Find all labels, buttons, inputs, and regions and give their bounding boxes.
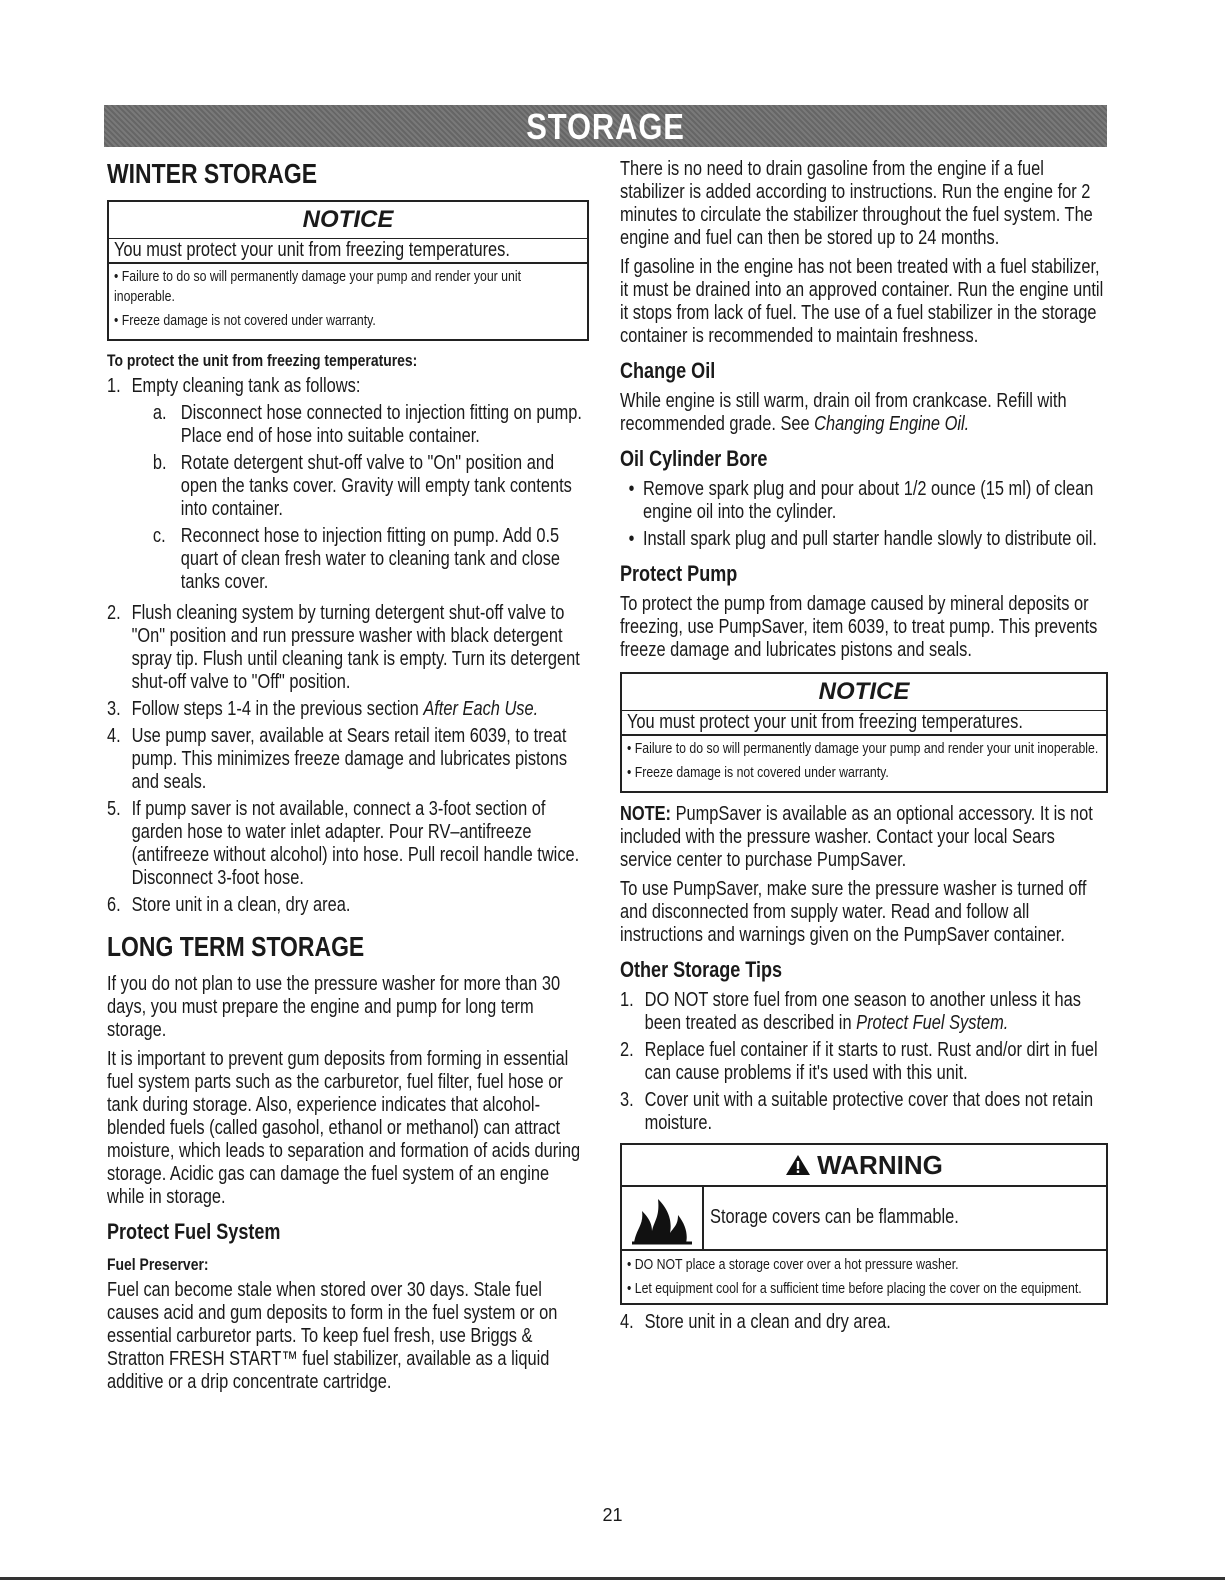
tip-item: 3. Cover unit with a suitable protective cover that does not retain moisture. — [620, 1089, 1094, 1134]
step-item: 6. Store unit in a clean, dry area. — [107, 894, 351, 916]
bullet-item: • Remove spark plug and pour about 1/2 ounce (15 ml) of clean engine oil into the cylinder. — [628, 478, 1094, 523]
protect-pump-heading: Protect Pump — [620, 561, 738, 586]
other-tips-heading: Other Storage Tips — [620, 957, 783, 982]
long-term-storage-heading: LONG TERM STORAGE — [107, 931, 365, 962]
notice-title: NOTICE — [622, 674, 1106, 711]
drain-paragraph: If gasoline in the engine has not been treated with a fuel stabilizer, it must be drained into an approved container. Run the engine until it stops from lack of fuel. The use of a fuel stabilizer in the storage container is recommended to maintain freshness. — [620, 256, 1104, 347]
step-item: 5. If pump saver is not available, connect a 3-foot section of garden hose to water inlet adapter. Pour RV–antifreeze (antifreeze without alcohol) into hose. Pull recoil handle twice. Disconnect 3-foot hose. — [107, 798, 580, 889]
fire-hazard-icon — [622, 1187, 704, 1249]
warning-item: • Let equipment cool for a sufficient time before placing the cover on the equipment. — [627, 1280, 1082, 1297]
warning-triangle-icon — [785, 1154, 811, 1176]
long-term-paragraph: If you do not plan to use the pressure washer for more than 30 days, you must prepare the engine and pump for long term storage. — [107, 973, 561, 1041]
use-pumpsaver-paragraph: To use PumpSaver, make sure the pressure washer is turned off and disconnected from supply water. Read and follow all instructions and warnings given on the PumpSaver container. — [620, 878, 1087, 946]
warning-box — [620, 1143, 1108, 1305]
step-item: 2. Flush cleaning system by turning detergent shut-off valve to "On" position and run pressure washer with black detergent spray tip. Flush until cleaning tank is empty. Turn its detergent shut-off valve to "Off" position. — [107, 602, 580, 693]
step-item: 3. Follow steps 1-4 in the previous section After Each Use. — [107, 698, 539, 720]
notice-item: • Freeze damage is not covered under warranty. — [627, 764, 889, 781]
step-item: 1. Empty cleaning tank as follows: a. Disconnect hose connected to injection fitting on pump. Place end of hose into suitable container. b. Rotate detergent shut-off valve to "On" position and open the tanks cover. Gravity will empty tank contents into container. c. Reconnect hose to injection fitting on pump. Add 0.5 quart of clean fresh water to cleaning tank and close tanks cover. — [107, 375, 589, 598]
notice-message: You must protect your unit from freezing temperatures. — [622, 711, 1106, 736]
notice-item: • Failure to do so will permanently damage your pump and render your unit inoperable. — [627, 740, 1099, 757]
substep-item: c. Reconnect hose to injection fitting on pump. Add 0.5 quart of clean fresh water to cleaning tank and close tanks cover. — [152, 525, 561, 593]
substep-item: a. Disconnect hose connected to injection fitting on pump. Place end of hose into suitable container. — [152, 402, 582, 447]
step-item: 4. Use pump saver, available at Sears retail item 6039, to treat pump. This minimizes freeze damage and lubricates pistons and seals. — [107, 725, 568, 793]
tip-item: 4. Store unit in a clean and dry area. — [620, 1311, 891, 1333]
page-number: 21 — [602, 1505, 623, 1525]
notice-box — [620, 672, 1108, 793]
storage-banner — [104, 105, 1107, 147]
tip-item: 1. DO NOT store fuel from one season to another unless it has been treated as described in Protect Fuel System. — [620, 989, 1081, 1034]
fuel-preserver-heading: Fuel Preserver: — [107, 1255, 209, 1274]
protect-fuel-heading: Protect Fuel System — [107, 1219, 281, 1244]
warning-header — [622, 1145, 1106, 1187]
notice-title: NOTICE — [109, 202, 587, 239]
change-oil-paragraph: While engine is still warm, drain oil from crankcase. Refill with recommended grade. See Changing Engine Oil. — [620, 390, 1067, 435]
winter-storage-heading: WINTER STORAGE — [107, 158, 318, 189]
note-paragraph: NOTE: PumpSaver is available as an optional accessory. It is not included with the pressure washer. Contact your local Sears service center to purchase PumpSaver. — [620, 803, 1093, 871]
page-bottom-rule — [0, 1577, 1225, 1580]
right-column — [620, 158, 1108, 1334]
banner-title: STORAGE — [526, 106, 685, 147]
warning-main-row — [622, 1187, 1106, 1251]
notice-list — [622, 736, 1106, 791]
notice-message: You must protect your unit from freezing temperatures. — [109, 239, 587, 264]
winter-steps — [107, 375, 589, 917]
notice-box — [107, 200, 589, 341]
other-tips-list — [620, 989, 1108, 1135]
substep-item: b. Rotate detergent shut-off valve to "On" position and open the tanks cover. Gravity will empty tank contents into container. — [152, 452, 572, 520]
left-column — [107, 158, 589, 1400]
warning-message: Storage covers can be flammable. — [710, 1206, 959, 1228]
fuel-preserver-paragraph: Fuel can become stale when stored over 30 days. Stale fuel causes acid and gum deposits to form in the fuel system or on essential carburetor parts. To keep fuel fresh, use Briggs & Stratton FRESH START™ fuel stabilizer, available as a liquid additive or a drip concentrate cartridge. — [107, 1279, 558, 1393]
warning-list — [622, 1251, 1106, 1303]
warning-title: WARNING — [817, 1150, 943, 1180]
change-oil-heading: Change Oil — [620, 358, 716, 383]
stabilizer-paragraph: There is no need to drain gasoline from the engine if a fuel stabilizer is added according to instructions. Run the engine for 2 minutes to circulate the stabilizer throughout the fuel system. The engine and fuel can then be stored up to 24 months. — [620, 158, 1093, 249]
notice-item: • Freeze damage is not covered under warranty. — [114, 312, 376, 329]
cylinder-bore-list — [620, 478, 1108, 551]
cylinder-bore-heading: Oil Cylinder Bore — [620, 446, 768, 471]
warning-item: • DO NOT place a storage cover over a hot pressure washer. — [627, 1256, 959, 1273]
long-term-paragraph: It is important to prevent gum deposits from forming in essential fuel system parts such as the carburetor, fuel filter, fuel hose or tank during storage. Also, experience indicates that alcohol-blended fuels (called gasohol, ethanol or methanol) can attract moisture, which leads to separation and formation of acids during storage. Acidic gas can damage the fuel system of an engine while in storage. — [107, 1048, 581, 1208]
notice-list — [109, 264, 587, 339]
tip-item: 2. Replace fuel container if it starts to rust. Rust and/or dirt in fuel can cause problems if it's used with this unit. — [620, 1039, 1098, 1084]
protect-pump-paragraph: To protect the pump from damage caused by mineral deposits or freezing, use PumpSaver, item 6039, to treat pump. This prevents freeze damage and lubricates pistons and seals. — [620, 593, 1098, 661]
bullet-item: • Install spark plug and pull starter handle slowly to distribute oil. — [628, 528, 1097, 550]
protect-intro: To protect the unit from freezing temperatures: — [107, 351, 418, 370]
notice-item: • Failure to do so will permanently damage your pump and render your unit inoperable. — [114, 268, 522, 305]
